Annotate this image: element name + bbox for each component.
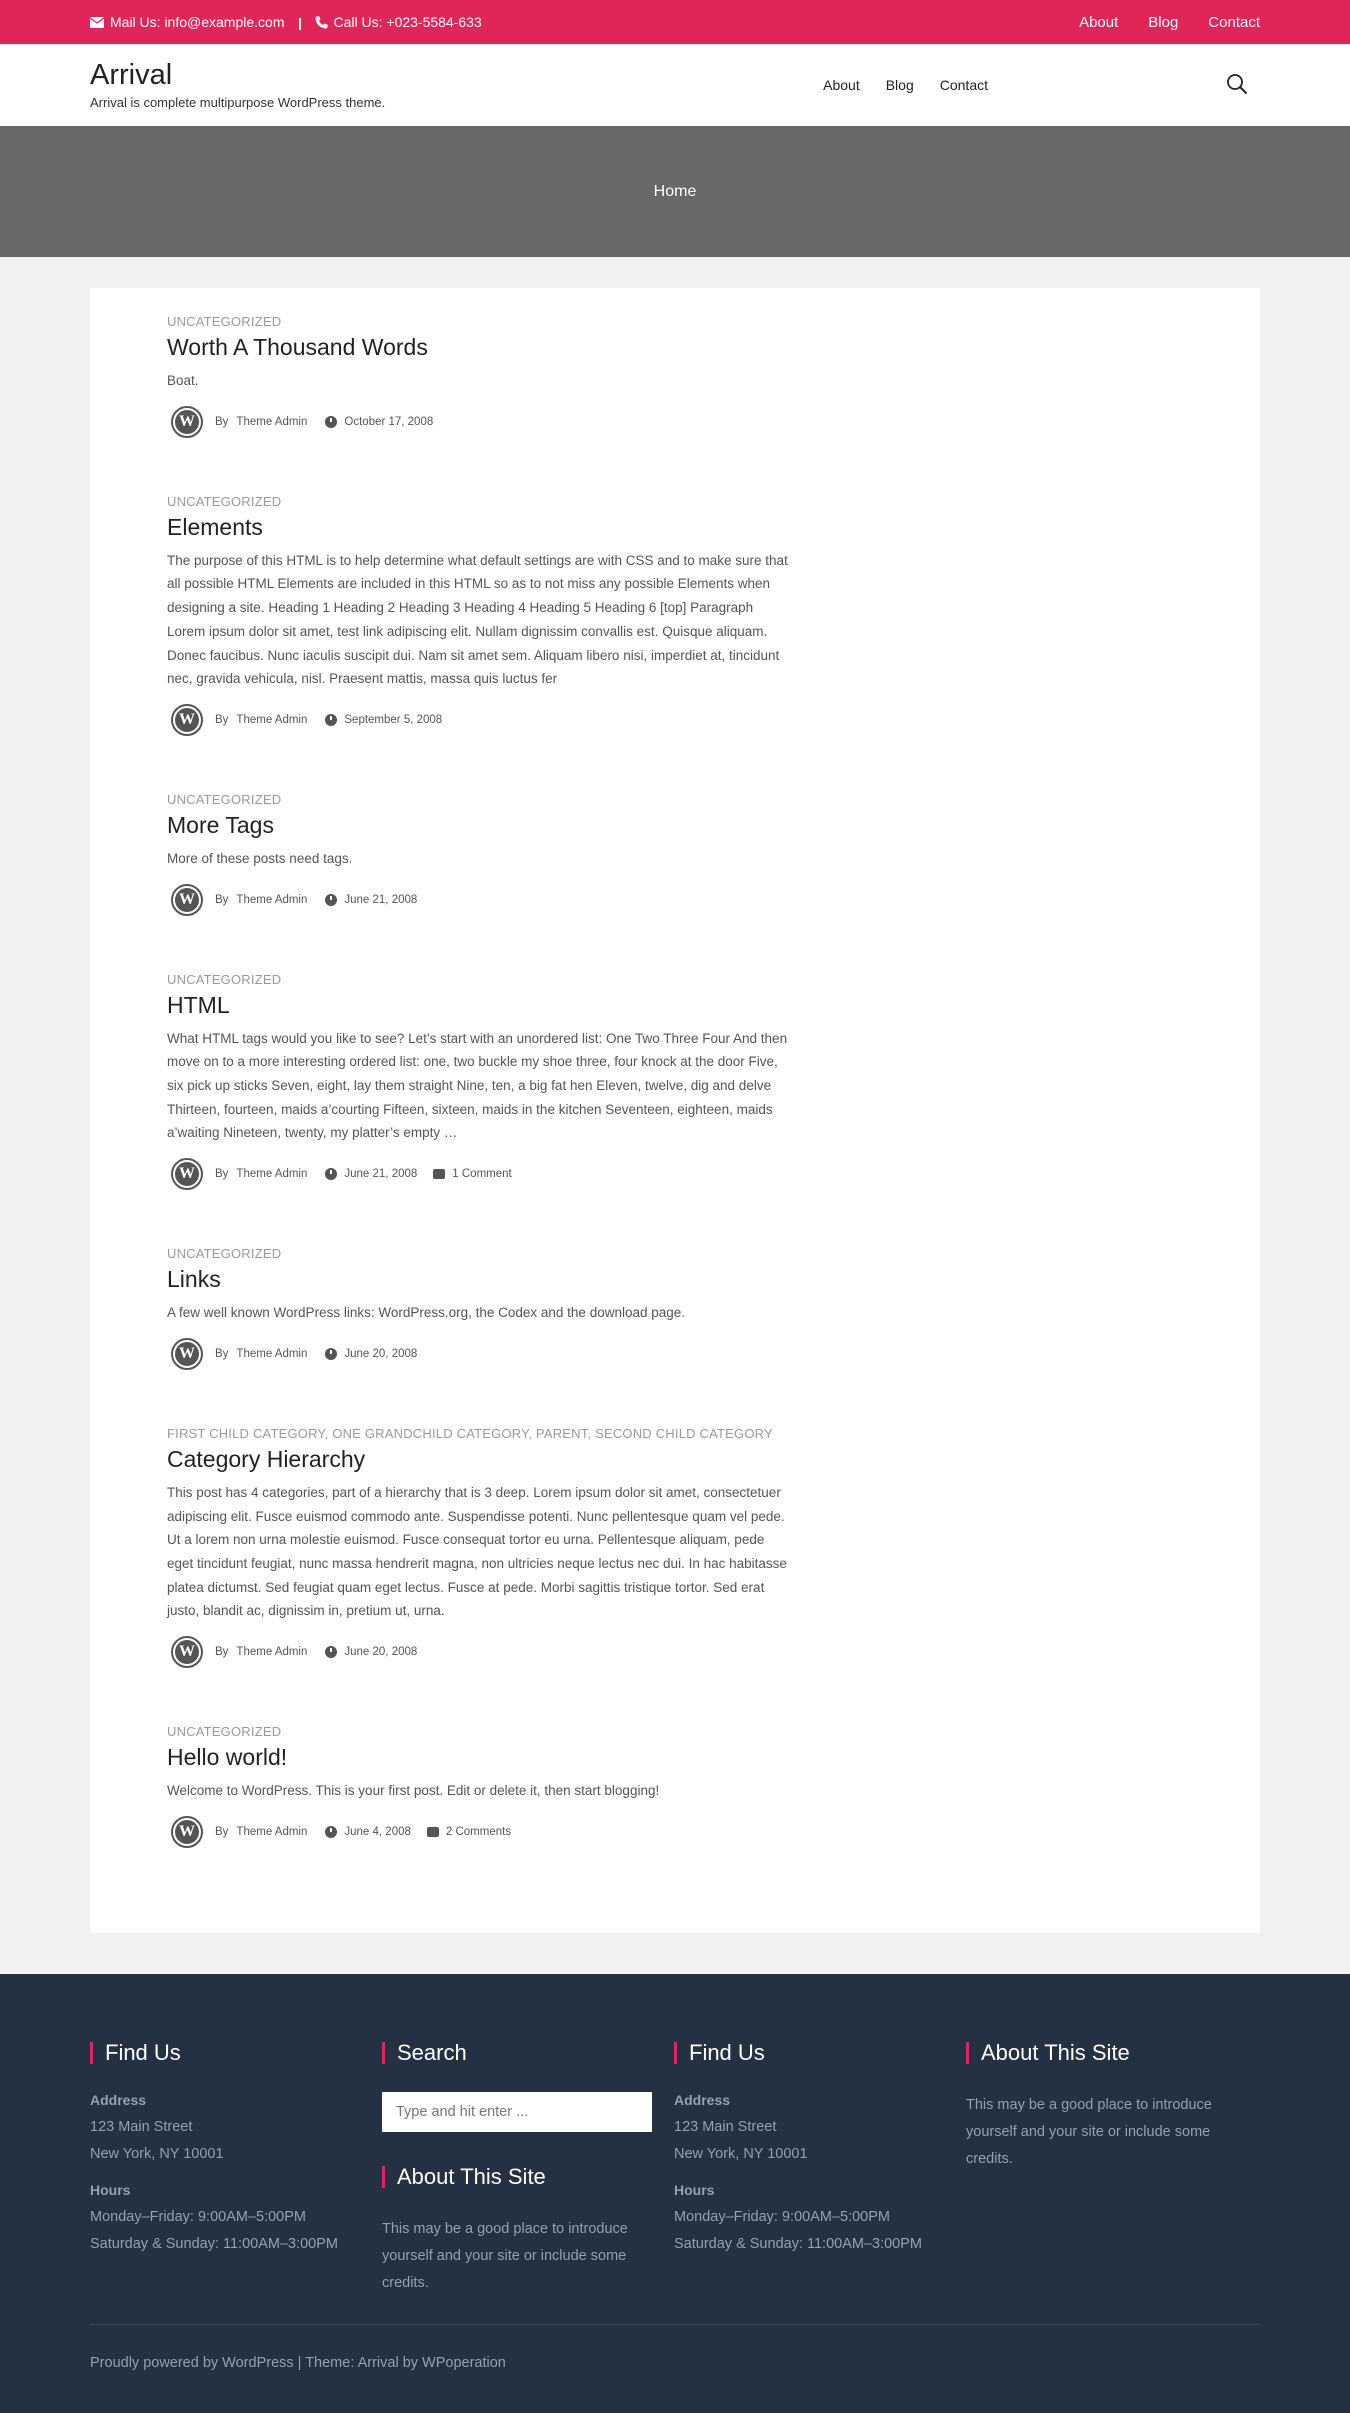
address-block xyxy=(674,2092,966,2168)
post-meta xyxy=(167,704,789,736)
post-date[interactable]: June 20, 2008 xyxy=(344,1646,418,1659)
category-link[interactable]: ONE GRANDCHILD CATEGORY xyxy=(332,1425,529,1441)
by-label: By xyxy=(215,1825,229,1838)
post-item xyxy=(167,1246,789,1370)
clock-icon xyxy=(325,1646,337,1658)
call-info xyxy=(315,14,482,30)
category-link[interactable]: UNCATEGORIZED xyxy=(167,314,282,329)
address-line: 123 Main Street xyxy=(674,2119,777,2135)
top-nav xyxy=(1079,14,1260,31)
widget-title: Search xyxy=(382,2042,674,2064)
avatar xyxy=(171,884,203,916)
site-footer xyxy=(0,1974,1350,2413)
category-link[interactable]: UNCATEGORIZED xyxy=(167,1246,282,1262)
wordpress-icon: W xyxy=(175,1342,199,1366)
about-text: This may be a good place to introduce yourself and your site or include some credits. xyxy=(382,2221,628,2291)
post-item xyxy=(167,972,789,1191)
post-excerpt: More of these posts need tags. xyxy=(167,850,353,866)
hours-label: Hours xyxy=(674,2182,715,2198)
top-contact xyxy=(90,14,482,30)
clock-icon xyxy=(325,1168,337,1180)
copyright-text[interactable]: Proudly powered by WordPress | Theme: Arrival by WPoperation xyxy=(90,2355,506,2371)
post-meta xyxy=(167,1338,789,1370)
main-nav-contact[interactable]: Contact xyxy=(939,77,988,93)
post-date[interactable]: June 20, 2008 xyxy=(344,1347,418,1360)
post-title[interactable]: HTML xyxy=(167,991,230,1018)
post-category[interactable] xyxy=(167,792,789,807)
site-header xyxy=(0,44,1350,126)
top-nav-blog[interactable]: Blog xyxy=(1148,13,1179,31)
post-item xyxy=(167,314,789,438)
by-label: By xyxy=(215,713,229,726)
post-date[interactable]: June 21, 2008 xyxy=(344,893,418,906)
search-icon xyxy=(1226,73,1248,95)
address-label: Address xyxy=(674,2092,731,2108)
page-hero xyxy=(0,126,1350,257)
main-nav-about[interactable]: About xyxy=(823,77,860,93)
wordpress-icon: W xyxy=(175,1820,199,1844)
address-label: Address xyxy=(90,2092,147,2108)
footer-col-search xyxy=(382,2042,674,2297)
post-excerpt: The purpose of this HTML is to help determine what default settings are with CSS and to make sure that all possible HTML Elements are included in this HTML so as to not miss any possible Elements when designing a site. Heading 1 Heading 2 Heading 3 Heading 4 Heading 5 Heading 6 [top] Paragraph Lorem ipsum dolor sit amet, test link adipiscing elit. Nullam dignissim convallis est. Quisque aliquam. Donec faucibus. Nunc iaculis suscipit dui. Nam sit amet sem. Aliquam libero nisi, imperdiet at, tincidunt nec, gravida vehicula, nisl. Praesent mattis, massa quis luctus fer xyxy=(167,552,788,687)
post-category[interactable] xyxy=(167,1246,789,1261)
by-label: By xyxy=(215,415,229,428)
by-label: By xyxy=(215,893,229,906)
call-text: Call Us: +023-5584-633 xyxy=(333,14,482,30)
brand xyxy=(90,60,385,110)
hours-line: Saturday & Sunday: 11:00AM–3:00PM xyxy=(674,2236,922,2252)
clock-icon xyxy=(325,1826,337,1838)
post-comments[interactable]: 1 Comment xyxy=(452,1168,512,1181)
address-line: New York, NY 10001 xyxy=(674,2146,808,2162)
post-excerpt: What HTML tags would you like to see? Let’s start with an unordered list: One Two Three Four And then move on to a more interesting ordered list: one, two buckle my shoe three, four knock at the door Five, six pick up sticks Seven, eight, lay them straight Nine, ten, a big fat hen Eleven, twelve, dig and delve Thirteen, fourteen, maids a’courting Fifteen, sixteen, maids in the kitchen Seventeen, eighteen, maids a’waiting Nineteen, twenty, my platter’s empty … xyxy=(167,1030,788,1141)
post-title[interactable]: Links xyxy=(167,1266,221,1293)
post-item xyxy=(167,494,789,736)
post-author[interactable]: Theme Admin xyxy=(236,893,308,906)
address-block xyxy=(90,2092,382,2168)
about-text: This may be a good place to introduce yourself and your site or include some credits. xyxy=(966,2097,1212,2167)
hours-block xyxy=(90,2182,382,2258)
avatar xyxy=(171,704,203,736)
top-nav-about[interactable]: About xyxy=(1079,13,1119,31)
post-meta xyxy=(167,1636,789,1668)
post-date[interactable]: October 17, 2008 xyxy=(344,415,434,428)
category-link[interactable]: FIRST CHILD CATEGORY xyxy=(167,1425,325,1441)
footer-widgets xyxy=(0,1974,1350,2297)
post-author[interactable]: Theme Admin xyxy=(236,1168,308,1181)
wordpress-icon: W xyxy=(175,888,199,912)
post-excerpt: This post has 4 categories, part of a hierarchy that is 3 deep. Lorem ipsum dolor sit amet, consectetuer adipiscing elit. Fusce euismod commodo ante. Suspendisse potenti. Nunc pellentesque quam vel pede. Ut a lorem non urna molestie euismod. Fusce consequat tortor eu urna. Pellentesque aliquam, pede eget tincidunt feugiat, nunc massa hendrerit magna, non ultricies neque lectus nec dui. In hac habitasse platea dictumst. Sed feugiat quam eget lectus. Fusce at pede. Morbi sagittis tristique tortor. Sed erat justo, blandit ac, dignissim in, pretium ut, urna. xyxy=(167,1484,787,1619)
avatar xyxy=(171,1636,203,1668)
address-line: 123 Main Street xyxy=(90,2119,193,2135)
post-date[interactable]: September 5, 2008 xyxy=(344,713,443,726)
clock-icon xyxy=(325,714,337,726)
post-title[interactable]: Category Hierarchy xyxy=(167,1445,366,1472)
post-meta xyxy=(167,406,789,438)
hours-block xyxy=(674,2182,966,2258)
category-link[interactable]: UNCATEGORIZED xyxy=(167,971,282,987)
post-item xyxy=(167,1724,789,1848)
post-author[interactable]: Theme Admin xyxy=(236,1646,308,1659)
post-category[interactable] xyxy=(167,314,789,329)
post-category: FIRST CHILD CATEGORY, ONE GRANDCHILD CATEGORY, PARENT, SECOND CHILD CATEGORY xyxy=(167,1425,773,1441)
post-comments[interactable]: 2 Comments xyxy=(445,1825,512,1838)
footer-col-about xyxy=(966,2042,1258,2297)
category-link[interactable]: SECOND CHILD CATEGORY xyxy=(595,1425,773,1441)
main-nav-blog[interactable]: Blog xyxy=(885,77,914,93)
clock-icon xyxy=(325,416,337,428)
post-date[interactable]: June 21, 2008 xyxy=(344,1168,418,1181)
wordpress-icon: W xyxy=(175,1640,199,1664)
phone-icon xyxy=(315,16,328,29)
wordpress-icon: W xyxy=(175,708,199,732)
widget-title: Find Us xyxy=(90,2042,382,2064)
avatar xyxy=(171,1158,203,1190)
post-title[interactable]: More Tags xyxy=(167,811,274,838)
wordpress-icon: W xyxy=(175,1162,199,1186)
post-category[interactable] xyxy=(167,1724,789,1739)
post-meta xyxy=(167,1158,789,1190)
widget-title: About This Site xyxy=(966,2042,1258,2064)
post-excerpt: Boat. xyxy=(167,373,199,388)
by-label: By xyxy=(215,1168,229,1181)
footer-divider xyxy=(90,2324,1260,2325)
mail-text: Mail Us: info@example.com xyxy=(110,14,285,30)
top-nav-contact[interactable]: Contact xyxy=(1208,13,1260,31)
category-link[interactable]: UNCATEGORIZED xyxy=(167,791,282,807)
post-category[interactable] xyxy=(167,494,789,509)
site-title[interactable]: Arrival xyxy=(90,59,173,92)
clock-icon xyxy=(325,1348,337,1360)
post-title[interactable]: Elements xyxy=(167,513,263,540)
top-bar xyxy=(0,0,1350,44)
avatar xyxy=(171,406,203,438)
footer-col-find-us-2 xyxy=(674,2042,966,2297)
footer-search-input[interactable] xyxy=(382,2092,652,2132)
breadcrumb[interactable]: Home xyxy=(653,182,697,200)
post-excerpt: Welcome to WordPress. This is your first post. Edit or delete it, then start blogging! xyxy=(167,1783,660,1799)
hours-line: Saturday & Sunday: 11:00AM–3:00PM xyxy=(90,2236,338,2252)
by-label: By xyxy=(215,1646,229,1659)
wordpress-icon: W xyxy=(175,410,199,434)
comment-icon xyxy=(427,1827,439,1837)
category-link[interactable]: UNCATEGORIZED xyxy=(167,1724,282,1740)
widget-title: Find Us xyxy=(674,2042,966,2064)
post-meta xyxy=(167,884,789,916)
avatar xyxy=(171,1338,203,1370)
post-meta xyxy=(167,1816,789,1848)
comment-icon xyxy=(433,1169,445,1179)
main-nav xyxy=(823,77,988,93)
widget-title: About This Site xyxy=(382,2166,674,2188)
post-item xyxy=(167,792,789,916)
footer-col-find-us xyxy=(90,2042,382,2297)
envelope-icon xyxy=(90,17,104,28)
address-line: New York, NY 10001 xyxy=(90,2146,224,2162)
clock-icon xyxy=(325,894,337,906)
post-date[interactable]: June 4, 2008 xyxy=(344,1825,411,1838)
search-button[interactable] xyxy=(1226,73,1250,97)
divider xyxy=(299,18,301,30)
post-excerpt: A few well known WordPress links: WordPress.org, the Codex and the download page. xyxy=(167,1305,686,1321)
post-author[interactable]: Theme Admin xyxy=(236,1347,308,1360)
by-label: By xyxy=(215,1347,229,1360)
mail-info xyxy=(90,14,285,30)
site-tagline: Arrival is complete multipurpose WordPress theme. xyxy=(90,94,386,110)
hours-line: Monday–Friday: 9:00AM–5:00PM xyxy=(90,2209,306,2225)
category-link[interactable]: UNCATEGORIZED xyxy=(167,493,282,509)
posts-card xyxy=(90,288,1260,1933)
post-author[interactable]: Theme Admin xyxy=(236,415,308,428)
category-link[interactable]: PARENT xyxy=(535,1425,588,1441)
hours-line: Monday–Friday: 9:00AM–5:00PM xyxy=(674,2209,890,2225)
avatar xyxy=(171,1816,203,1848)
post-author[interactable]: Theme Admin xyxy=(236,1825,308,1838)
post-item xyxy=(167,1426,789,1668)
post-category[interactable] xyxy=(167,972,789,987)
post-title[interactable]: Worth A Thousand Words xyxy=(167,334,428,360)
post-author[interactable]: Theme Admin xyxy=(236,713,308,726)
post-title[interactable]: Hello world! xyxy=(167,1744,288,1771)
hours-label: Hours xyxy=(90,2182,131,2198)
